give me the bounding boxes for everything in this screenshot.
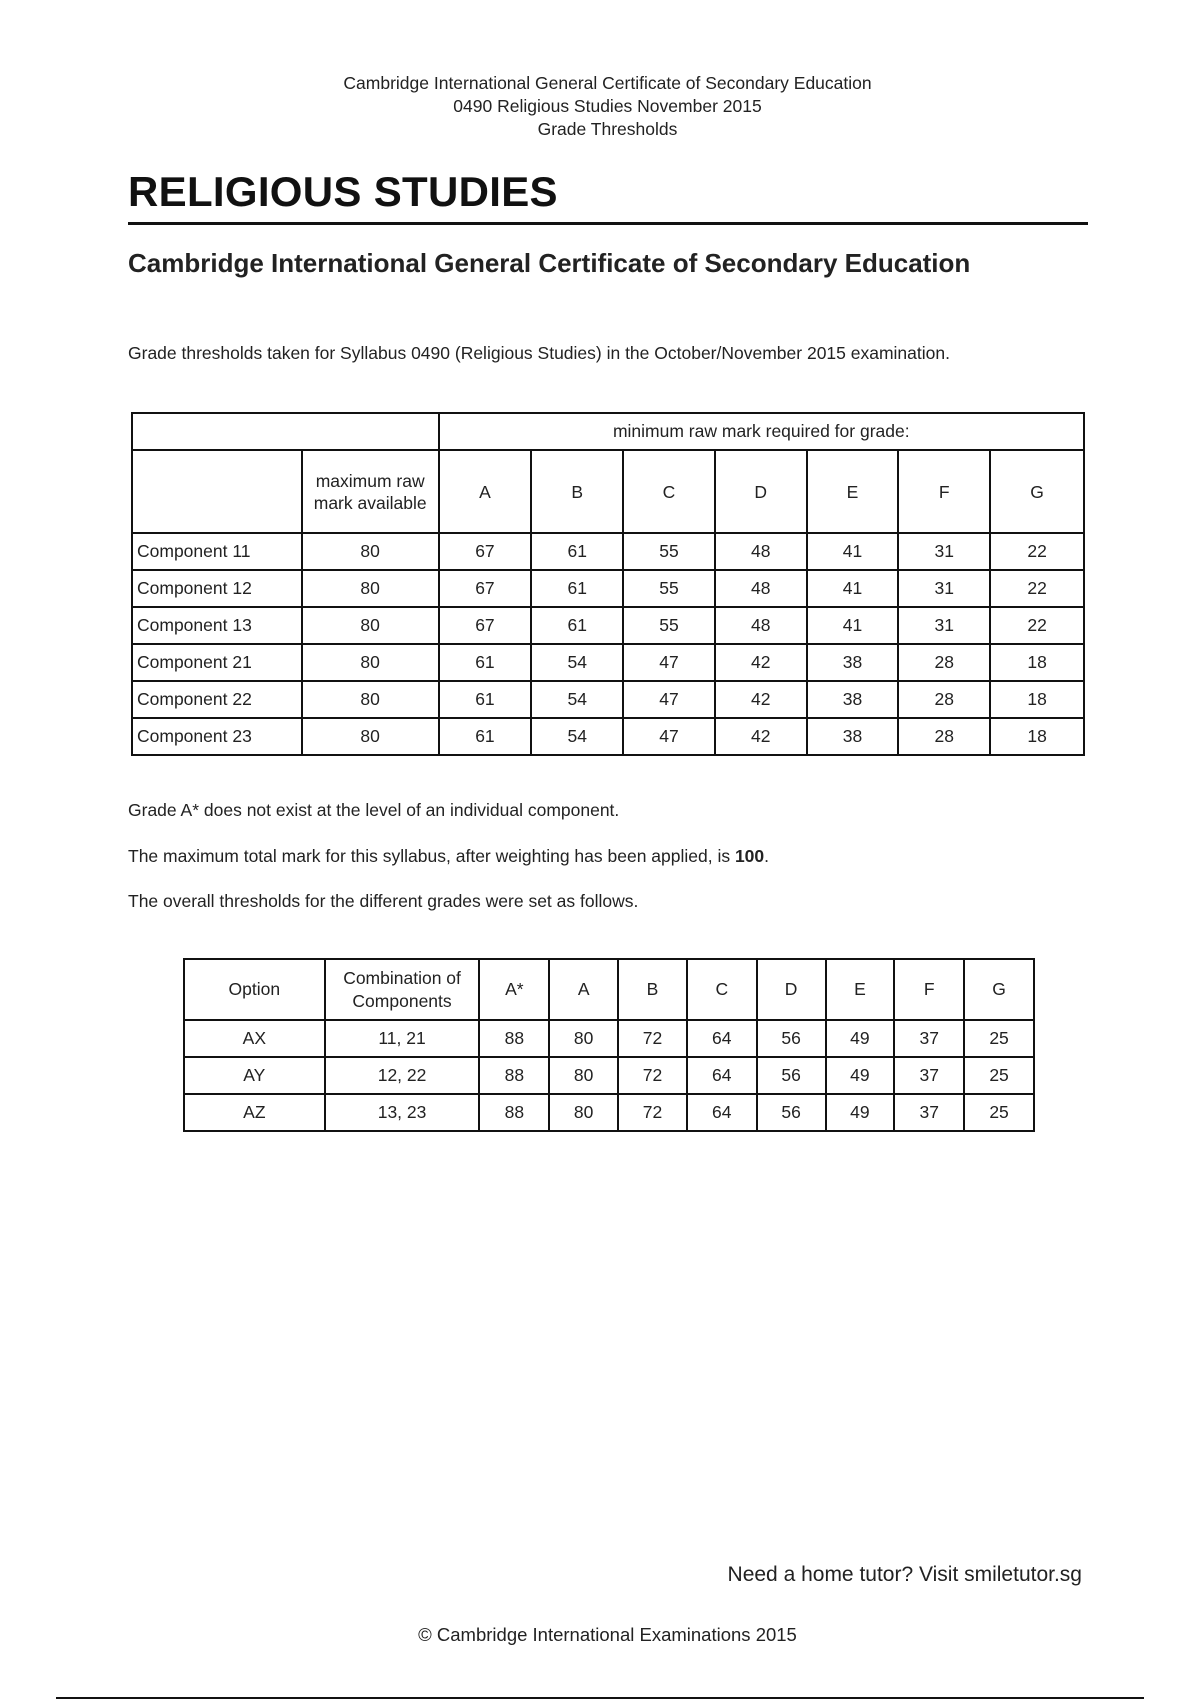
grade-header-f: F: [894, 959, 964, 1020]
max-total-suffix: .: [764, 846, 770, 866]
threshold-cell: 38: [807, 644, 899, 681]
threshold-cell: 25: [964, 1020, 1034, 1057]
title-divider: [128, 222, 1088, 225]
grade-header-e: E: [807, 450, 899, 533]
threshold-cell: 48: [715, 570, 807, 607]
combination-cell: 11, 21: [325, 1020, 480, 1057]
option-cell: AZ: [184, 1094, 325, 1131]
threshold-cell: 80: [549, 1094, 618, 1131]
max-mark-cell: 80: [302, 718, 439, 755]
max-mark-cell: 80: [302, 607, 439, 644]
grade-header-f: F: [898, 450, 990, 533]
note-a-star: Grade A* does not exist at the level of an individual component.: [128, 800, 620, 820]
component-name: Component 11: [132, 533, 302, 570]
page-subtitle: Cambridge International General Certificate of Secondary Education: [128, 248, 971, 278]
table-row: [184, 1020, 1034, 1057]
grade-header-e: E: [826, 959, 895, 1020]
grade-header-c: C: [687, 959, 757, 1020]
threshold-cell: 31: [898, 533, 990, 570]
threshold-cell: 25: [964, 1094, 1034, 1131]
threshold-cell: 72: [618, 1020, 687, 1057]
overall-thresholds-table: [183, 958, 1035, 1132]
footer-divider: [56, 1697, 1144, 1699]
max-mark-cell: 80: [302, 570, 439, 607]
threshold-cell: 80: [549, 1020, 618, 1057]
note-max-total: [128, 846, 769, 867]
grade-header-d: D: [757, 959, 826, 1020]
threshold-cell: 37: [894, 1020, 964, 1057]
threshold-cell: 61: [531, 570, 623, 607]
threshold-cell: 67: [439, 607, 532, 644]
grade-header-d: D: [715, 450, 807, 533]
table-row: [132, 570, 1084, 607]
threshold-cell: 88: [479, 1094, 549, 1131]
threshold-cell: 18: [990, 644, 1084, 681]
threshold-cell: 54: [531, 718, 623, 755]
threshold-cell: 72: [618, 1094, 687, 1131]
threshold-cell: 56: [757, 1094, 826, 1131]
threshold-cell: 41: [807, 533, 899, 570]
threshold-cell: 47: [623, 718, 715, 755]
threshold-cell: 28: [898, 681, 990, 718]
threshold-cell: 54: [531, 681, 623, 718]
header-line-3: Grade Thresholds: [537, 119, 678, 139]
grade-header-c: C: [623, 450, 715, 533]
grade-header-g: G: [964, 959, 1034, 1020]
max-mark-header: maximum raw mark available: [302, 450, 439, 533]
threshold-cell: 61: [531, 607, 623, 644]
threshold-cell: 64: [687, 1020, 757, 1057]
threshold-cell: 67: [439, 533, 532, 570]
threshold-cell: 42: [715, 681, 807, 718]
component-name: Component 23: [132, 718, 302, 755]
component-thresholds-table: [131, 412, 1085, 756]
threshold-cell: 31: [898, 607, 990, 644]
threshold-cell: 61: [439, 644, 532, 681]
threshold-cell: 55: [623, 533, 715, 570]
grade-header-b: B: [531, 450, 623, 533]
threshold-cell: 47: [623, 644, 715, 681]
threshold-cell: 42: [715, 718, 807, 755]
threshold-cell: 56: [757, 1020, 826, 1057]
threshold-cell: 88: [479, 1057, 549, 1094]
combination-cell: 12, 22: [325, 1057, 480, 1094]
threshold-cell: 48: [715, 607, 807, 644]
grade-header-a: A: [549, 959, 618, 1020]
component-name: Component 21: [132, 644, 302, 681]
threshold-cell: 22: [990, 533, 1084, 570]
threshold-cell: 48: [715, 533, 807, 570]
component-name: Component 12: [132, 570, 302, 607]
table-row: [132, 607, 1084, 644]
max-mark-cell: 80: [302, 681, 439, 718]
threshold-cell: 67: [439, 570, 532, 607]
threshold-cell: 54: [531, 644, 623, 681]
option-header: Option: [184, 959, 325, 1020]
threshold-cell: 64: [687, 1094, 757, 1131]
threshold-cell: 41: [807, 570, 899, 607]
note-overall: The overall thresholds for the different grades were set as follows.: [128, 891, 639, 911]
max-total-prefix: The maximum total mark for this syllabus, after weighting has been applied, is: [128, 846, 735, 866]
tutor-advert: Need a home tutor? Visit smiletutor.sg: [727, 1563, 1082, 1586]
threshold-cell: 28: [898, 644, 990, 681]
threshold-cell: 56: [757, 1057, 826, 1094]
threshold-cell: 61: [439, 681, 532, 718]
threshold-cell: 55: [623, 607, 715, 644]
threshold-cell: 41: [807, 607, 899, 644]
grade-header-b: B: [618, 959, 687, 1020]
threshold-cell: 47: [623, 681, 715, 718]
threshold-cell: 31: [898, 570, 990, 607]
header-line-2: 0490 Religious Studies November 2015: [453, 96, 762, 116]
threshold-cell: 49: [826, 1020, 895, 1057]
max-mark-cell: 80: [302, 644, 439, 681]
page-title: RELIGIOUS STUDIES: [128, 168, 558, 215]
threshold-cell: 49: [826, 1057, 895, 1094]
threshold-cell: 88: [479, 1020, 549, 1057]
threshold-cell: 64: [687, 1057, 757, 1094]
copyright-notice: © Cambridge International Examinations 2015: [418, 1624, 797, 1645]
threshold-cell: 61: [439, 718, 532, 755]
threshold-cell: 37: [894, 1094, 964, 1131]
table-row: [184, 1094, 1034, 1131]
component-name: Component 13: [132, 607, 302, 644]
combination-header: Combination of Components: [325, 959, 480, 1020]
threshold-cell: 38: [807, 681, 899, 718]
table-row: [132, 718, 1084, 755]
table-row: [132, 681, 1084, 718]
max-total-value: 100: [734, 846, 765, 866]
threshold-cell: 22: [990, 570, 1084, 607]
threshold-cell: 18: [990, 681, 1084, 718]
threshold-cell: 49: [826, 1094, 895, 1131]
empty-header-cell: [132, 413, 439, 450]
threshold-cell: 18: [990, 718, 1084, 755]
document-header: [0, 72, 1200, 141]
threshold-cell: 25: [964, 1057, 1034, 1094]
threshold-cell: 42: [715, 644, 807, 681]
option-cell: AY: [184, 1057, 325, 1094]
grade-header-a-star: A*: [479, 959, 549, 1020]
option-cell: AX: [184, 1020, 325, 1057]
intro-text: Grade thresholds taken for Syllabus 0490 (Religious Studies) in the October/November 2015 examination.: [128, 343, 950, 363]
grade-header-g: G: [990, 450, 1084, 533]
threshold-cell: 22: [990, 607, 1084, 644]
threshold-cell: 55: [623, 570, 715, 607]
table-row: [132, 533, 1084, 570]
threshold-cell: 72: [618, 1057, 687, 1094]
threshold-cell: 28: [898, 718, 990, 755]
table-row: [184, 1057, 1034, 1094]
combination-cell: 13, 23: [325, 1094, 480, 1131]
table-row: [132, 644, 1084, 681]
threshold-cell: 38: [807, 718, 899, 755]
empty-header-cell: [132, 450, 302, 533]
header-line-1: Cambridge International General Certificate of Secondary Education: [343, 73, 872, 93]
threshold-cell: 80: [549, 1057, 618, 1094]
max-mark-cell: 80: [302, 533, 439, 570]
threshold-cell: 37: [894, 1057, 964, 1094]
grade-span-header: minimum raw mark required for grade:: [439, 413, 1084, 450]
threshold-cell: 61: [531, 533, 623, 570]
grade-header-a: A: [439, 450, 532, 533]
component-name: Component 22: [132, 681, 302, 718]
